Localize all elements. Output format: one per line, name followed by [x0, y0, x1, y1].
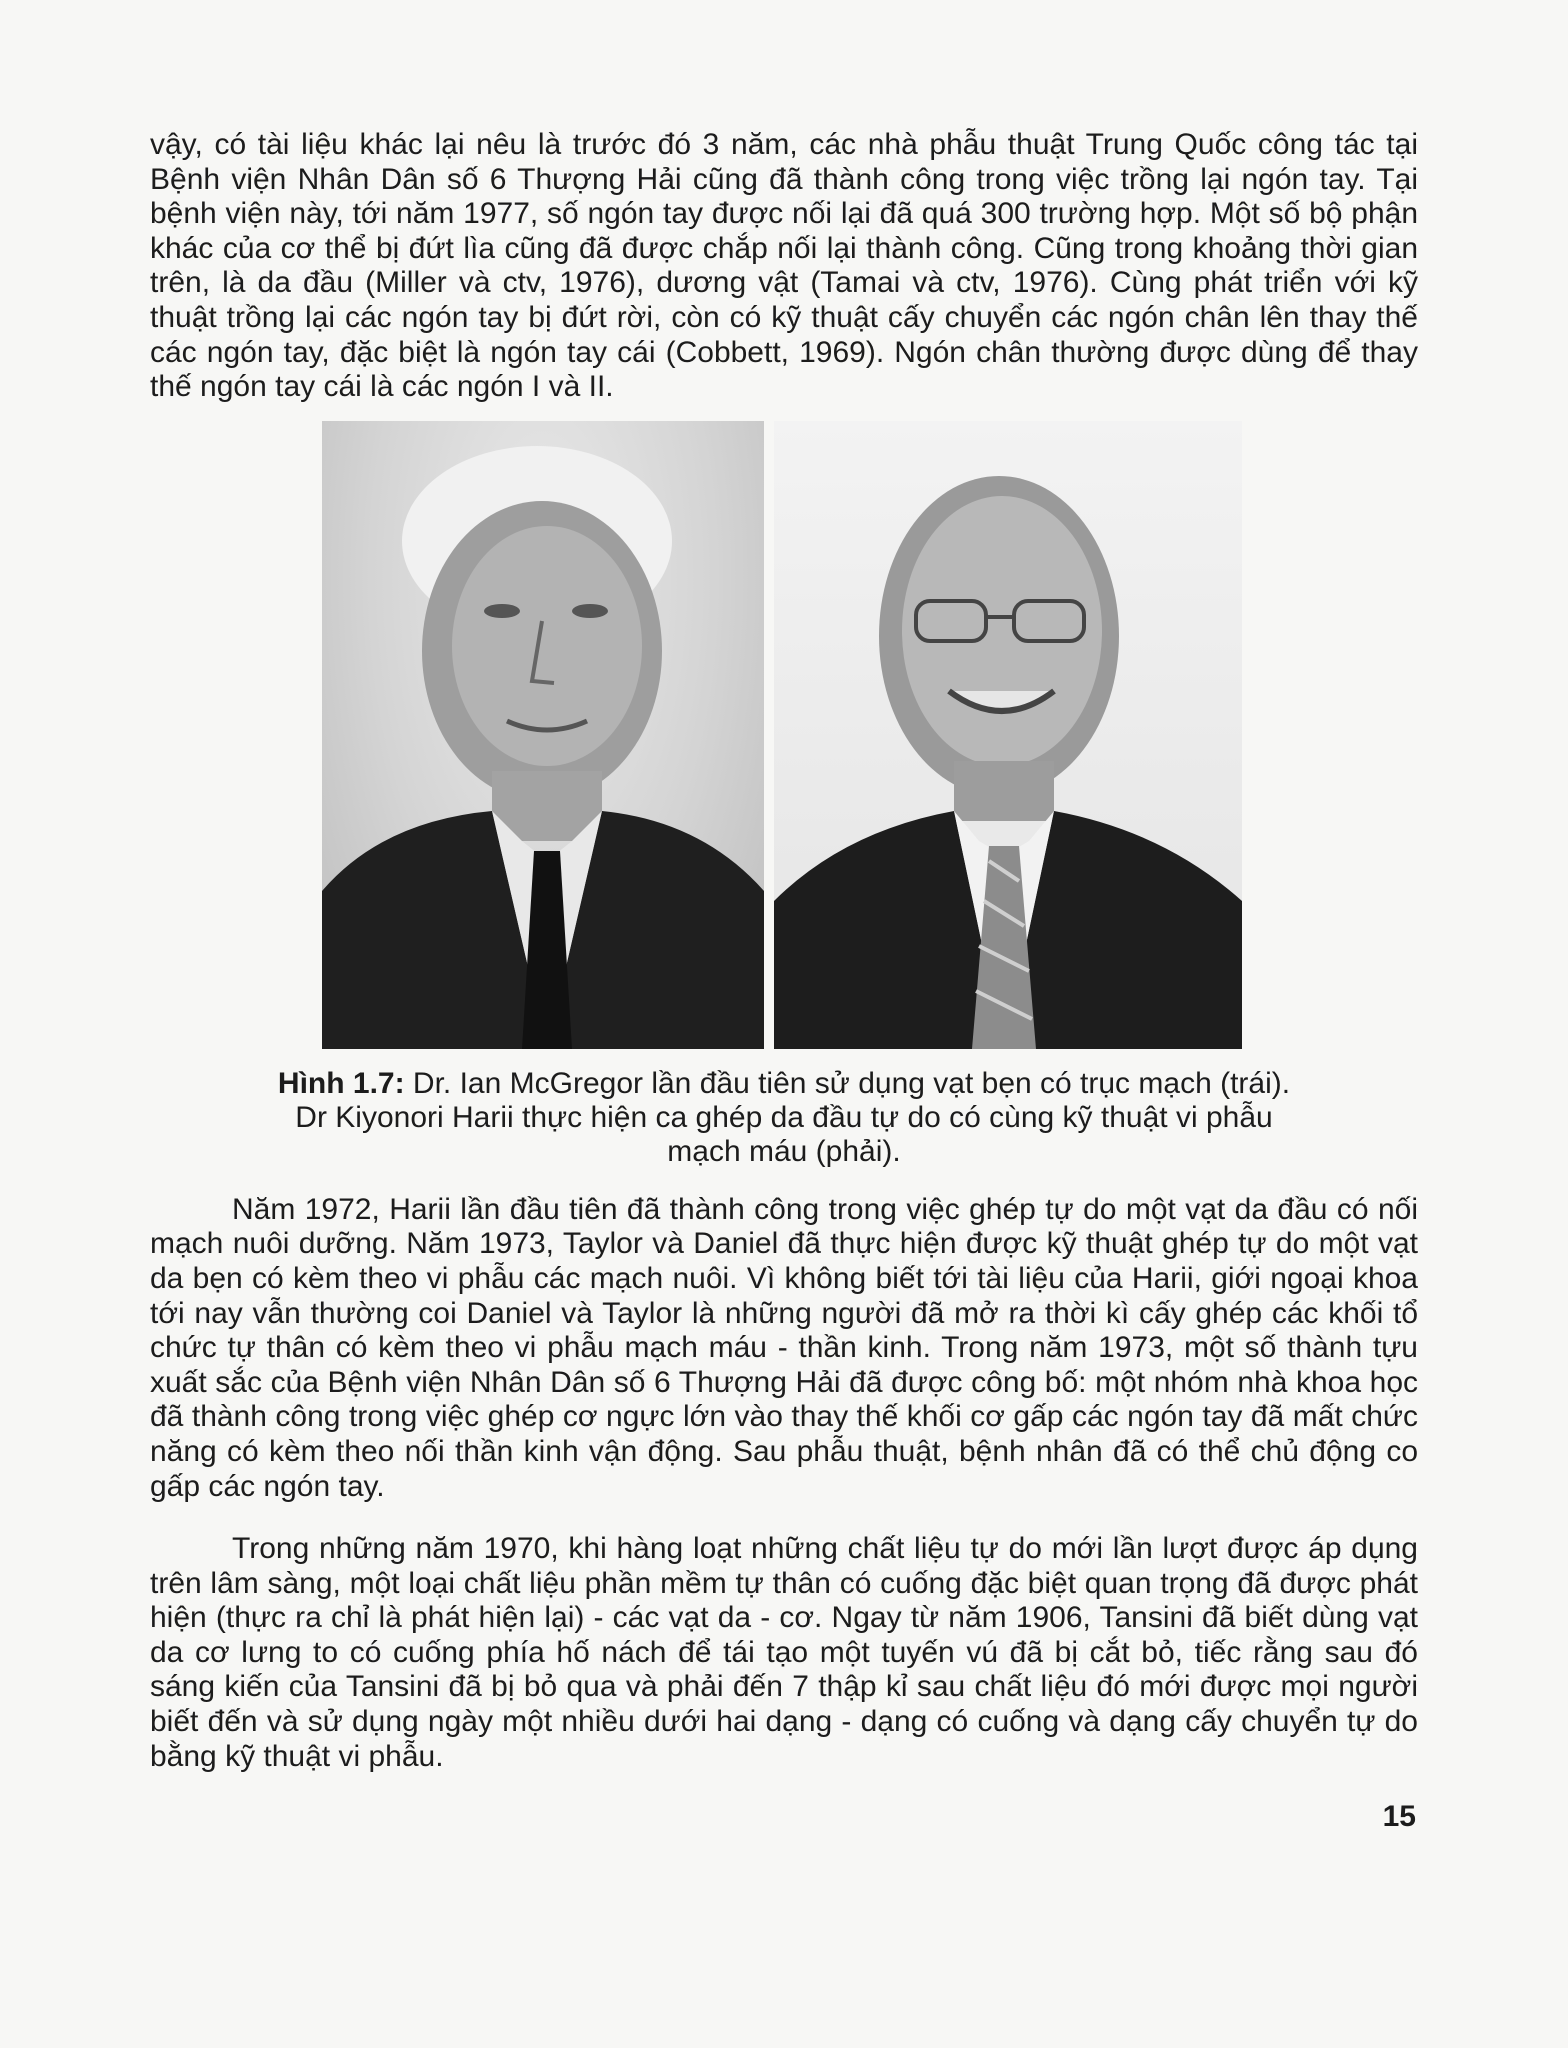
document-page	[150, 128, 1418, 1774]
portrait-right-illustration	[774, 421, 1242, 1049]
caption-line-1-text: Dr. Ian McGregor lần đầu tiên sử dụng vạt bẹn có trục mạch (trái).	[404, 1066, 1291, 1100]
page-number: 15	[1382, 1800, 1416, 1833]
portrait-left-illustration	[322, 421, 764, 1049]
photo-kiyonori-harii	[774, 421, 1242, 1049]
photo-ian-mcgregor	[322, 421, 764, 1049]
figure-caption	[150, 1067, 1418, 1169]
caption-line-3: mạch máu (phải).	[667, 1134, 901, 1168]
paragraph-1970s: Trong những năm 1970, khi hàng loạt những chất liệu tự do mới lần lượt được áp dụng trên lâm sàng, một loại chất liệu phần mềm tự thân có cuống đặc biệt quan trọng đã được phát hiện (thực ra chỉ là phát hiện lại) - các vạt da - cơ. Ngay từ năm 1906, Tansini đã biết dùng vạt da cơ lưng to có cuống phía hố nách để tái tạo một tuyến vú đã bị cắt bỏ, tiếc rằng sau đó sáng kiến của Tansini đã bị bỏ qua và phải đến 7 thập kỉ sau chất liệu đó mới được mọi người biết đến và sử dụng ngày một nhiều dưới hai dạng - dạng có cuống và dạng cấy chuyển tự do bằng kỹ thuật vi phẫu.	[150, 1532, 1418, 1773]
caption-line-1	[150, 1067, 1418, 1101]
figure-label: Hình 1.7:	[277, 1066, 405, 1100]
paragraph-1972: Năm 1972, Harii lần đầu tiên đã thành công trong việc ghép tự do một vạt da đầu có nối mạch nuôi dưỡng. Năm 1973, Taylor và Daniel đã thực hiện được kỹ thuật ghép tự do một vạt da bẹn có kèm theo vi phẫu các mạch nuôi. Vì không biết tới tài liệu của Harii, giới ngoại khoa tới nay vẫn thường coi Daniel và Taylor là những người đã mở ra thời kì cấy ghép các khối tổ chức tự thân có kèm theo vi phẫu mạch máu - thần kinh. Trong năm 1973, một số thành tựu xuất sắc của Bệnh viện Nhân Dân số 6 Thượng Hải đã được công bố: một nhóm nhà khoa học đã thành công trong việc ghép cơ ngực lớn vào thay thế khối cơ gấp các ngón tay đã mất chức năng có kèm theo nối thần kinh vận động. Sau phẫu thuật, bệnh nhân đã có thể chủ động co gấp các ngón tay.	[150, 1192, 1418, 1503]
figure-photos	[150, 421, 1418, 1049]
caption-line-2: Dr Kiyonori Harii thực hiện ca ghép da đầu tự do có cùng kỹ thuật vi phẫu	[295, 1100, 1273, 1134]
paragraph-intro: vậy, có tài liệu khác lại nêu là trước đó 3 năm, các nhà phẫu thuật Trung Quốc công tác tại Bệnh viện Nhân Dân số 6 Thượng Hải cũng đã thành công trong việc trồng lại ngón tay. Tại bệnh viện này, tới năm 1977, số ngón tay được nối lại đã quá 300 trường hợp. Một số bộ phận khác của cơ thể bị đứt lìa cũng đã được chắp nối lại thành công. Cũng trong khoảng thời gian trên, là da đầu (Miller và ctv, 1976), dương vật (Tamai và ctv, 1976). Cùng phát triển với kỹ thuật trồng lại các ngón tay bị đứt rời, còn có kỹ thuật cấy chuyển các ngón chân lên thay thế các ngón tay, đặc biệt là ngón tay cái (Cobbett, 1969). Ngón chân thường được dùng để thay thế ngón tay cái là các ngón I và II.	[150, 128, 1418, 404]
